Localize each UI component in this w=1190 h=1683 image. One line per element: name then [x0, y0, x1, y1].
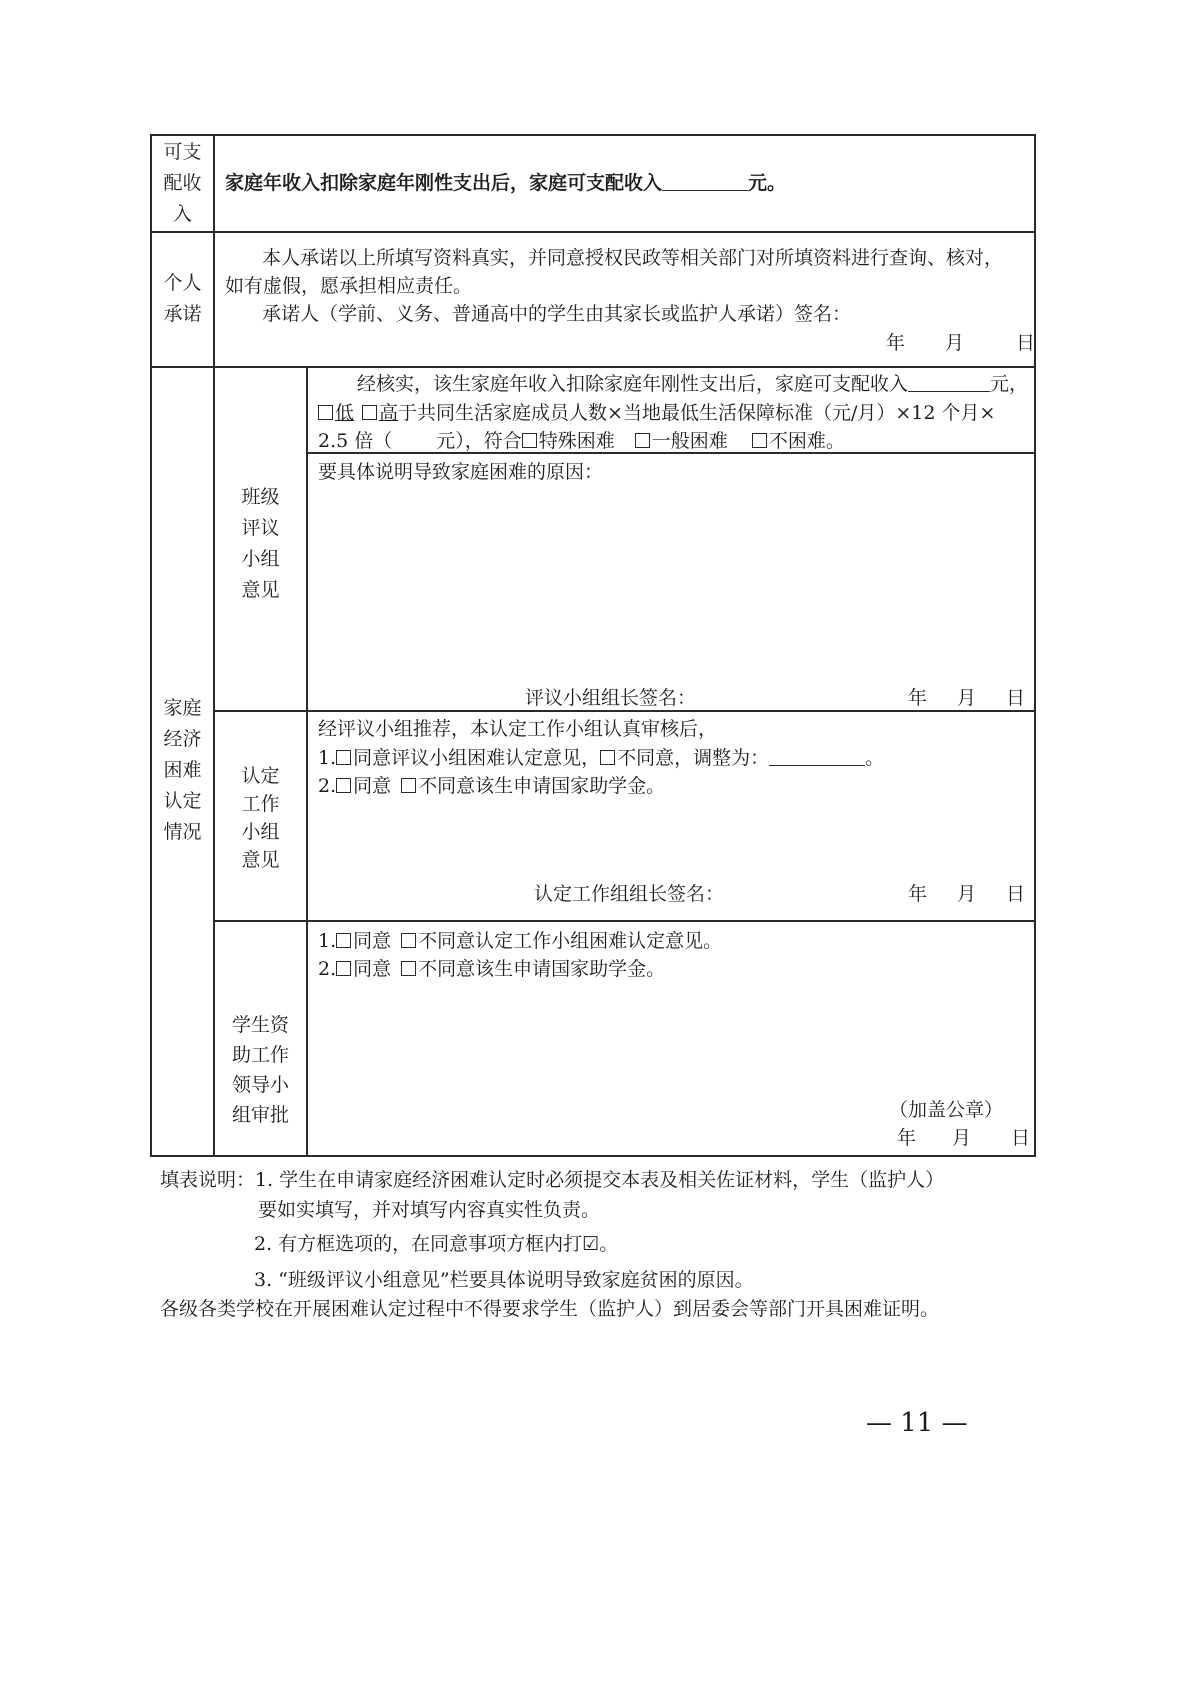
- leader-disagree-checkbox[interactable]: [401, 933, 416, 948]
- leader-grant-agree-checkbox[interactable]: [336, 961, 351, 976]
- notes-line-2: 2. 有方框选项的，在同意事项方框内打☑。: [254, 1233, 619, 1255]
- work-disagree-checkbox[interactable]: [600, 750, 615, 765]
- disposable-income-blank[interactable]: [662, 168, 748, 191]
- notes-line-3: 3. “班级评议小组意见”栏要具体说明导致家庭贫困的原因。: [254, 1269, 754, 1291]
- class-date: 年 月 日: [908, 687, 1026, 709]
- leader-item-1: 1. 同意 不同意认定工作小组困难认定意见。: [318, 930, 723, 952]
- reason-prompt: 要具体说明导致家庭困难的原因：: [318, 461, 604, 483]
- class-verify-line-3: 2.5 倍（ 元），符合 特殊困难 一般困难 不困难。: [318, 430, 845, 452]
- leader-date: 年 月 日: [897, 1127, 1031, 1149]
- special-difficulty-checkbox[interactable]: [522, 433, 537, 448]
- pledge-date: 年 月 日: [886, 332, 1036, 354]
- class-verify-line-2: 低 高于共同生活家庭成员人数×当地最低生活保障标准（元/月）×12 个月×: [318, 397, 995, 429]
- page-number: — 11 —: [866, 1408, 968, 1438]
- class-group-label: 班级 评议 小组 意见: [241, 486, 280, 601]
- work-leader-signature: 认定工作组组长签名：: [534, 883, 725, 905]
- class-income-blank[interactable]: [908, 369, 990, 392]
- work-agree-checkbox[interactable]: [336, 750, 351, 765]
- personal-pledge-label: 个人 承诺: [163, 272, 202, 325]
- general-difficulty-checkbox[interactable]: [635, 433, 650, 448]
- adjust-to-blank[interactable]: [769, 743, 865, 766]
- work-date: 年 月 日: [908, 883, 1026, 905]
- class-leader-signature: 评议小组组长签名：: [525, 687, 697, 709]
- section-label: 家庭 经济 困难 认定 情况: [163, 697, 202, 843]
- class-verify-line-1: 经核实，该生家庭年收入扣除家庭年刚性支出后，家庭可支配收入 元，: [357, 368, 1028, 400]
- work-intro: 经评议小组推荐，本认定工作小组认真审核后，: [318, 718, 718, 740]
- low-checkbox[interactable]: [318, 405, 333, 420]
- leader-agree-checkbox[interactable]: [336, 933, 351, 948]
- high-checkbox[interactable]: [362, 405, 377, 420]
- work-item-2: 2. 同意 不同意该生申请国家助学金。: [318, 775, 666, 797]
- disposable-income-statement: 家庭年收入扣除家庭年刚性支出后，家庭可支配收入 元。: [225, 167, 786, 199]
- seal-note: （加盖公章）: [889, 1099, 1004, 1121]
- leader-group-label: 学生资 助工作 领导小 组审批: [231, 1014, 289, 1126]
- pledge-signature-line: 承诺人（学前、义务、普通高中的学生由其家长或监护人承诺）签名：: [262, 303, 852, 325]
- leader-item-2: 2. 同意 不同意该生申请国家助学金。: [318, 958, 666, 980]
- notes-line-1: 填表说明：1. 学生在申请家庭经济困难认定时必须提交本表及相关佐证材料，学生（监护人）: [160, 1169, 945, 1191]
- leader-grant-disagree-checkbox[interactable]: [401, 961, 416, 976]
- pledge-line-1: 本人承诺以上所填写资料真实，并同意授权民政等相关部门对所填资料进行查询、核对，: [262, 247, 1004, 269]
- work-group-label: 认定 工作 小组 意见: [241, 765, 280, 871]
- work-grant-disagree-checkbox[interactable]: [401, 778, 416, 793]
- pledge-line-2: 如有虚假，愿承担相应责任。: [225, 275, 473, 297]
- no-difficulty-checkbox[interactable]: [752, 433, 767, 448]
- notes-line-1b: 要如实填写，并对填写内容真实性负责。: [258, 1199, 601, 1221]
- disposable-income-label: 可支 配收 入: [163, 141, 202, 225]
- notes-line-4: 各级各类学校在开展困难认定过程中不得要求学生（监护人）到居委会等部门开具困难证明。: [160, 1298, 940, 1320]
- work-grant-agree-checkbox[interactable]: [336, 778, 351, 793]
- work-item-1: 1. 同意评议小组困难认定意见， 不同意，调整为： 。: [318, 742, 884, 774]
